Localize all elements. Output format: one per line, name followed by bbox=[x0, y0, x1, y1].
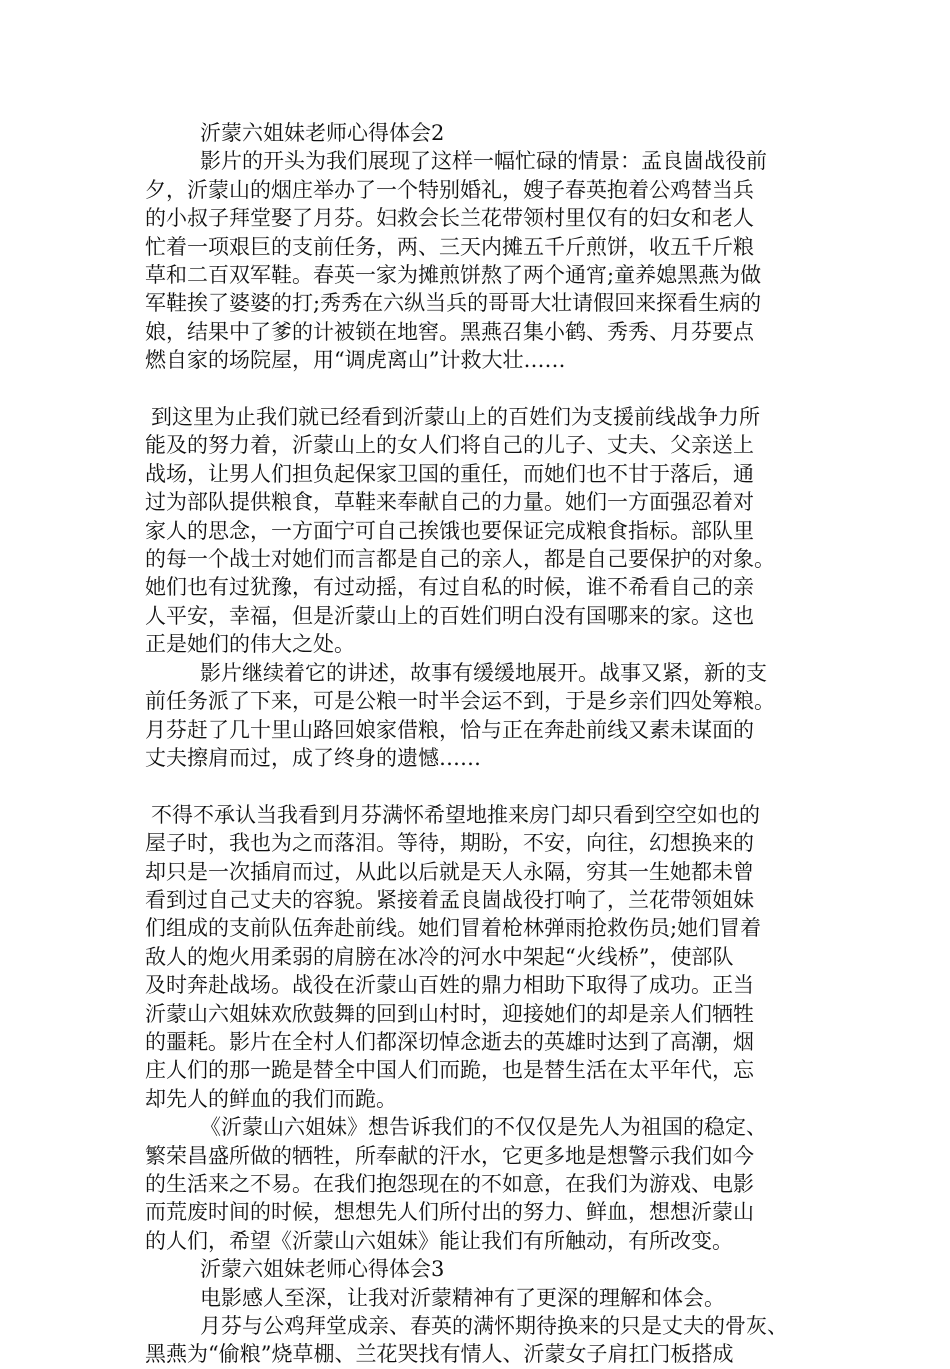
text-line: 她们也有过犹豫，有过动摇，有过自私的时候，谁不希看自己的亲 bbox=[145, 575, 754, 600]
paragraph bbox=[145, 659, 810, 773]
text-line: 家人的思念，一方面宁可自己挨饿也要保证完成粮食指标。部队里 bbox=[145, 518, 754, 543]
paragraph bbox=[145, 1284, 810, 1312]
text-line: 不得不承认当我看到月芬满怀希望地推来房门却只看到空空如也的 bbox=[151, 802, 760, 827]
text-line: 过为部队提供粮食，草鞋来奉献自己的力量。她们一方面强忍着对 bbox=[145, 490, 754, 515]
text-line: 到这里为止我们就已经看到沂蒙山上的百姓们为支援前线战争力所 bbox=[151, 405, 760, 430]
text-line: 的每一个战士对她们而言都是自己的亲人，都是自己要保护的对象。 bbox=[145, 547, 775, 572]
text-line: 正是她们的伟大之处。 bbox=[145, 632, 355, 657]
document-page bbox=[145, 119, 810, 1369]
text-line: 影片的开头为我们展现了这样一幅忙碌的情景：孟良崮战役前 bbox=[200, 149, 767, 174]
text-line: 繁荣昌盛所做的牺牲，所奉献的汗水，它更多地是想警示我们如今 bbox=[145, 1143, 754, 1168]
paragraph bbox=[145, 1113, 810, 1255]
text-line: 忙着一项艰巨的支前任务，两、三天内摊五千斤煎饼，收五千斤粮 bbox=[145, 234, 754, 259]
text-line: 们组成的支前队伍奔赴前线。她们冒着枪林弹雨抢救伤员;她们冒着 bbox=[145, 916, 762, 941]
paragraph bbox=[145, 147, 810, 374]
text-line: 草和二百双军鞋。春英一家为摊煎饼熬了两个通宵;童养媳黑燕为做 bbox=[145, 263, 762, 288]
text-line: 月芬与公鸡拜堂成亲、春英的满怀期待换来的只是丈夫的骨灰、 bbox=[200, 1314, 788, 1339]
text-line: 敌人的炮火用柔弱的肩膀在冰冷的河水中架起“火线桥”，使部队 bbox=[145, 944, 734, 969]
text-line: 夕，沂蒙山的烟庄举办了一个特别婚礼，嫂子春英抱着公鸡替当兵 bbox=[145, 177, 754, 202]
text-line: 电影感人至深，让我对沂蒙精神有了更深的理解和体会。 bbox=[200, 1285, 725, 1310]
text-line: 及时奔赴战场。战役在沂蒙山百姓的鼎力相助下取得了成功。正当 bbox=[145, 973, 754, 998]
text-line: 庄人们的那一跪是替全中国人们而跪，也是替生活在太平年代，忘 bbox=[145, 1058, 754, 1083]
text-line: 《沂蒙山六姐妹》想告诉我们的不仅仅是先人为祖国的稳定、 bbox=[200, 1115, 767, 1140]
text-line: 燃自家的场院屋，用“调虎离山”计救大壮…… bbox=[145, 348, 566, 373]
paragraph-spacer bbox=[145, 772, 810, 800]
section-heading: 沂蒙六姐妹老师心得体会2 bbox=[200, 121, 445, 145]
text-line: 却先人的鲜血的我们而跪。 bbox=[145, 1086, 397, 1111]
text-line: 黑燕为“偷粮”烧草棚、兰花哭找有情人、沂蒙女子肩扛门板搭成 bbox=[145, 1342, 734, 1367]
text-line: 影片继续着它的讲述，故事有缓缓地展开。战事又紧，新的支 bbox=[200, 660, 767, 685]
text-line: 屋子时，我也为之而落泪。等待，期盼，不安，向往，幻想换来的 bbox=[145, 831, 754, 856]
text-line: 丈夫擦肩而过，成了终身的遗憾…… bbox=[145, 745, 481, 770]
text-line: 却只是一次插肩而过，从此以后就是天人永隔，穷其一生她都未曾 bbox=[145, 859, 754, 884]
text-line: 月芬赶了几十里山路回娘家借粮，恰与正在奔赴前线又素未谋面的 bbox=[145, 717, 754, 742]
paragraph-spacer bbox=[145, 375, 810, 403]
paragraph bbox=[145, 403, 810, 659]
text-line: 军鞋挨了婆婆的打;秀秀在六纵当兵的哥哥大壮请假回来探看生病的 bbox=[145, 291, 762, 316]
text-line: 沂蒙山六姐妹欢欣鼓舞的回到山村时，迎接她们的却是亲人们牺牲 bbox=[145, 1001, 754, 1026]
text-line: 的噩耗。影片在全村人们都深切悼念逝去的英雄时达到了高潮，烟 bbox=[145, 1029, 754, 1054]
paragraph bbox=[145, 1312, 810, 1369]
text-line: 人平安，幸福，但是沂蒙山上的百姓们明白没有国哪来的家。这也 bbox=[145, 603, 754, 628]
text-line: 战场，让男人们担负起保家卫国的重任，而她们也不甘于落后，通 bbox=[145, 461, 754, 486]
text-line: 看到过自己丈夫的容貌。紧接着孟良崮战役打响了，兰花带领姐妹 bbox=[145, 887, 754, 912]
section-heading: 沂蒙六姐妹老师心得体会3 bbox=[200, 1257, 445, 1282]
text-line: 娘，结果中了爹的计被锁在地窖。黑燕召集小鹤、秀秀、月芬要点 bbox=[145, 319, 754, 344]
text-line: 能及的努力着，沂蒙山上的女人们将自己的儿子、丈夫、父亲送上 bbox=[145, 433, 754, 458]
text-line: 而荒废时间的时候，想想先人们所付出的努力、鲜血，想想沂蒙山 bbox=[145, 1200, 754, 1225]
text-line: 的人们，希望《沂蒙山六姐妹》能让我们有所触动，有所改变。 bbox=[145, 1228, 733, 1253]
text-line: 的小叔子拜堂娶了月芬。妇救会长兰花带领村里仅有的妇女和老人 bbox=[145, 206, 754, 231]
paragraph bbox=[145, 801, 810, 1113]
text-line: 前任务派了下来，可是公粮一时半会运不到，于是乡亲们四处筹粮。 bbox=[145, 689, 775, 714]
text-line: 的生活来之不易。在我们抱怨现在的不如意，在我们为游戏、电影 bbox=[145, 1172, 754, 1196]
